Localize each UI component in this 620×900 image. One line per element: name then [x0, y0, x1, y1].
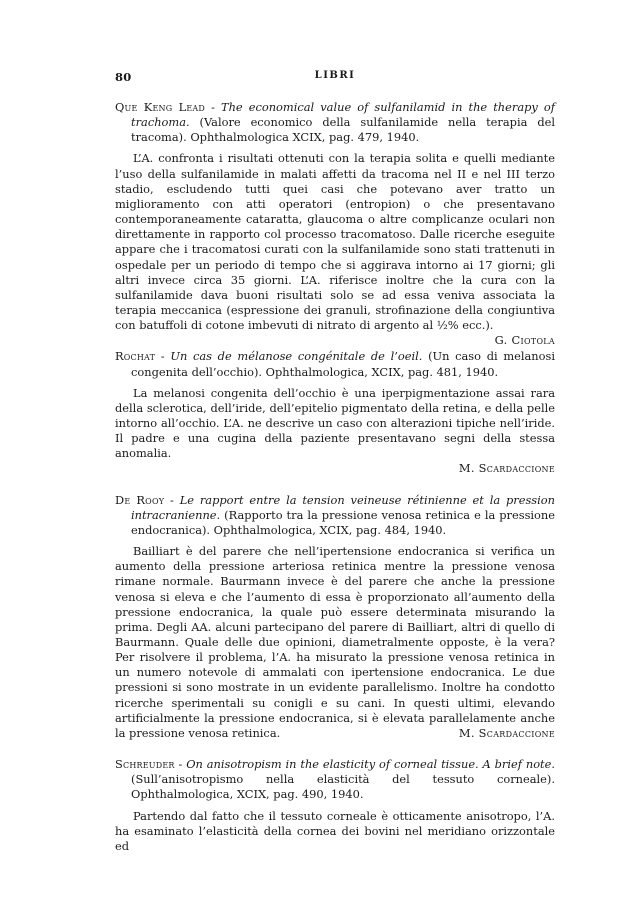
review-citation: [115, 100, 555, 145]
review-author: De Rooy: [115, 492, 165, 507]
review-citation: [115, 493, 555, 538]
review-title: Un cas de mélanose congénitale de l’oeil.: [170, 349, 423, 364]
citation-separator: -: [164, 492, 180, 507]
review-author: Que Keng Lead: [115, 100, 205, 114]
review-body-text: L’A. confronta i risultati ottenuti con la terapia solita e quelli mediante l’uso della sulfanilamide in malati affetti da tracoma nel II e nel III terzo stadio, escludendo tutti quei casi che potevano aver tratto un miglioramento con atti operatori (entropion) o che presentavano contemporaneamente cataratta, glaucoma o altre complicanze oculari non direttamente in rapporto col processo tracomatoso. Dalle ricerche eseguite appare che i tracomatosi curati con la sulfanilamide sono stati trattenuti in ospedale per un periodo di tempo che si aggirava intorno ai 17 giorni; gli altri invece circa 35 giorni. L’A. riferisce inoltre che la cura con la sulfanilamide dava buoni risultati solo se ad essa veniva associata la terapia meccanica (espressione dei granuli, strofinazione della congiuntiva con batuffoli di cotone imbevuti di nitrato di argento al ½% ecc.).: [115, 151, 555, 333]
review-body: La melanosi congenita dell’occhio è una iperpigmentazione assai rara della sclerotica, dell’iride, dell’epitelio pigmentato della retina, e della pelle intorno all’occhio. L’A. ne descrive un caso con alterazioni tipiche nell’iride. Il padre e una cugina della paziente presentavano segni della stessa anomalia.: [115, 385, 555, 461]
review-author: Schreuder: [115, 757, 175, 772]
review-body: [115, 544, 555, 741]
citation-separator: -: [205, 100, 221, 114]
review-body-text: Bailliart è del parere che nell’ipertensione endocranica si verifica un aumento della pressione arteriosa retinica mentre la pressione venosa rimane normale. Baurmann invece è del parere che anche la pressione venosa si eleva e che l’aumento di essa è proporzionato all’aumento della pressione endocranica, la quale può essere determinata misurando la prima. Degli AA. alcuni partecipano del parere di Bailliart, altri di quello di Baurmann. Quale delle due opinioni, diametralmente opposte, è la vera? Per risolvere il problema, l’A. ha misurato la pressione venosa retinica in un numero notevole di ammalati con ipertensione endocranica. Le due pressioni si sono mostrate in un evidente parallelismo. Inoltre ha condotto ricerche sperimentali su conigli e su cani. In questi ultimi, elevando artificialmente la pressione endocranica, si è elevata parallelamente anche la pressione venosa retinica.: [115, 544, 555, 740]
review-entry: [115, 493, 555, 742]
citation-details: (Valore economico della sulfanilamide nella terapia del tracoma). Ophthalmologica XCIX, pag. 479, 1940.: [131, 115, 555, 145]
review-citation: [115, 349, 555, 379]
review-title: The economical value of sulfanilamid in the therapy of trachoma.: [131, 100, 555, 130]
citation-separator: -: [155, 349, 171, 364]
review-entry: [115, 100, 555, 348]
review-author: Rochat: [115, 349, 156, 364]
review-body: [115, 151, 555, 348]
citation-details: (Un caso di melanosi congenita dell’occhio). Ophthalmologica, XCIX, pag. 481, 1940.: [131, 349, 555, 379]
review-title: Le rapport entre la tension veineuse rétinienne et la pression intracranienne.: [131, 492, 555, 522]
citation-details: (Rapporto tra la pressione venosa retinica e la pressione endocranica). Ophthalmologica, XCIX, pag. 484, 1940.: [131, 507, 555, 537]
review-signature: M. Scardaccione: [458, 461, 555, 476]
citation-details: (Sull’anisotropismo nella elasticità del tessuto corneale). Ophthalmologica, XCIX, pag. 490, 1940.: [131, 772, 555, 802]
review-signature: G. Ciotola: [494, 333, 555, 348]
page-number: 80: [115, 70, 132, 84]
page-content: [115, 100, 555, 870]
review-title: On anisotropism in the elasticity of corneal tissue. A brief note.: [186, 757, 555, 772]
citation-separator: -: [174, 757, 187, 772]
review-entry: [115, 757, 555, 854]
review-citation: [115, 757, 555, 802]
review-body: Partendo dal fatto che il tessuto corneale è otticamente anisotropo, l’A. ha esaminato l’elasticità della cornea dei bovini nel meridiano orizzontale ed: [115, 808, 555, 853]
review-signature: M. Scardaccione: [458, 725, 555, 740]
page-header: [115, 70, 555, 86]
running-title: LIBRI: [314, 70, 356, 81]
review-entry: [115, 349, 555, 476]
